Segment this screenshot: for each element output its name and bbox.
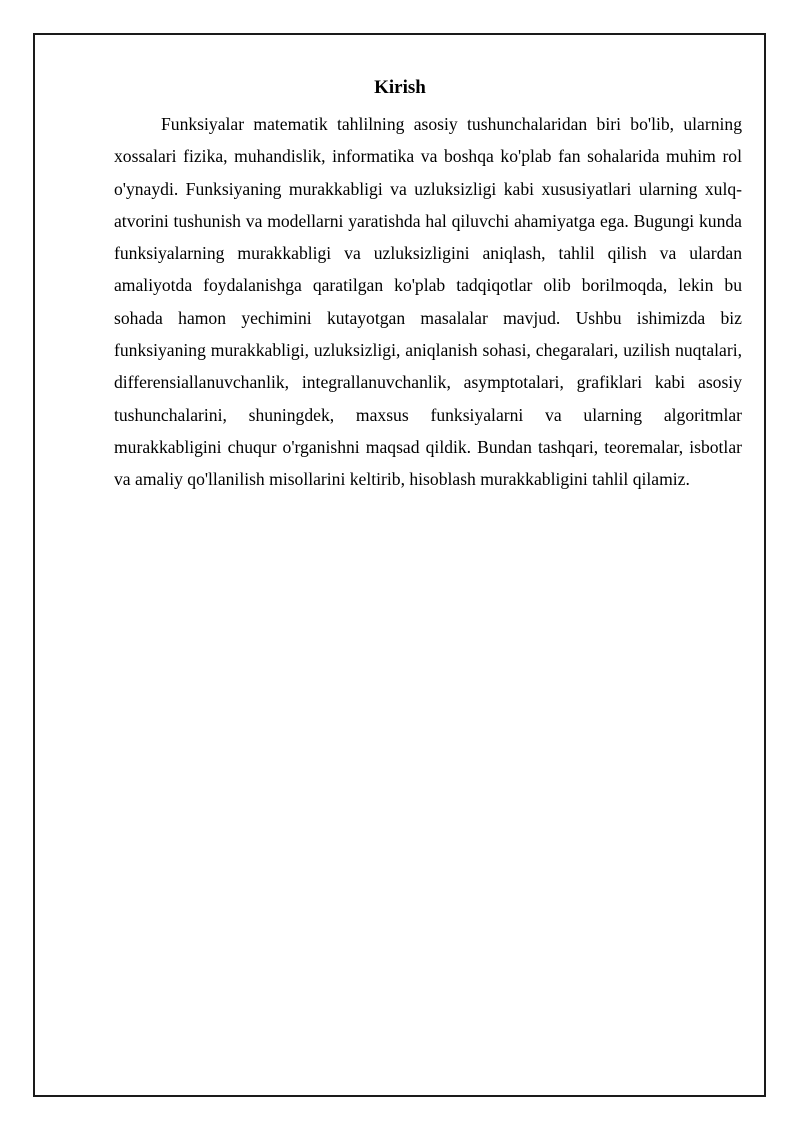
section-title: Kirish	[374, 77, 426, 98]
intro-paragraph: Funksiyalar matematik tahlilning asosiy tushunchalaridan biri bo'lib, ularning xossalari fizika, muhandislik, informatika va boshqa ko'plab fan sohalarida muhim rol o'ynaydi. Funksiyaning murakkabligi va uzluksizligi kabi xususiyatlari ularning xulq-atvorini tushunish va modellarni yaratishda hal qiluvchi ahamiyatga ega. Bugungi kunda funksiyalarning murakkabligi va uzluksizligini aniqlash, tahlil qilish va ulardan amaliyotda foydalanishga qaratilgan ko'plab tadqiqotlar olib borilmoqda, lekin bu sohada hamon yechimini kutayotgan masalalar mavjud. Ushbu ishimizda biz funksiyaning murakkabligi, uzluksizligi, aniqlanish sohasi, chegaralari, uzilish nuqtalari, differensiallanuvchanlik, integrallanuvchanlik, asymptotalari, grafiklari kabi asosiy tushunchalarini, shuningdek, maxsus funksiyalarni va ularning algoritmlar murakkabligini chuqur o'rganishni maqsad qildik. Bundan tashqari, teoremalar, isbotlar va amaliy qo'llanilish misollarini keltirib, hisoblash murakkabligini tahlil qilamiz.	[114, 114, 742, 490]
